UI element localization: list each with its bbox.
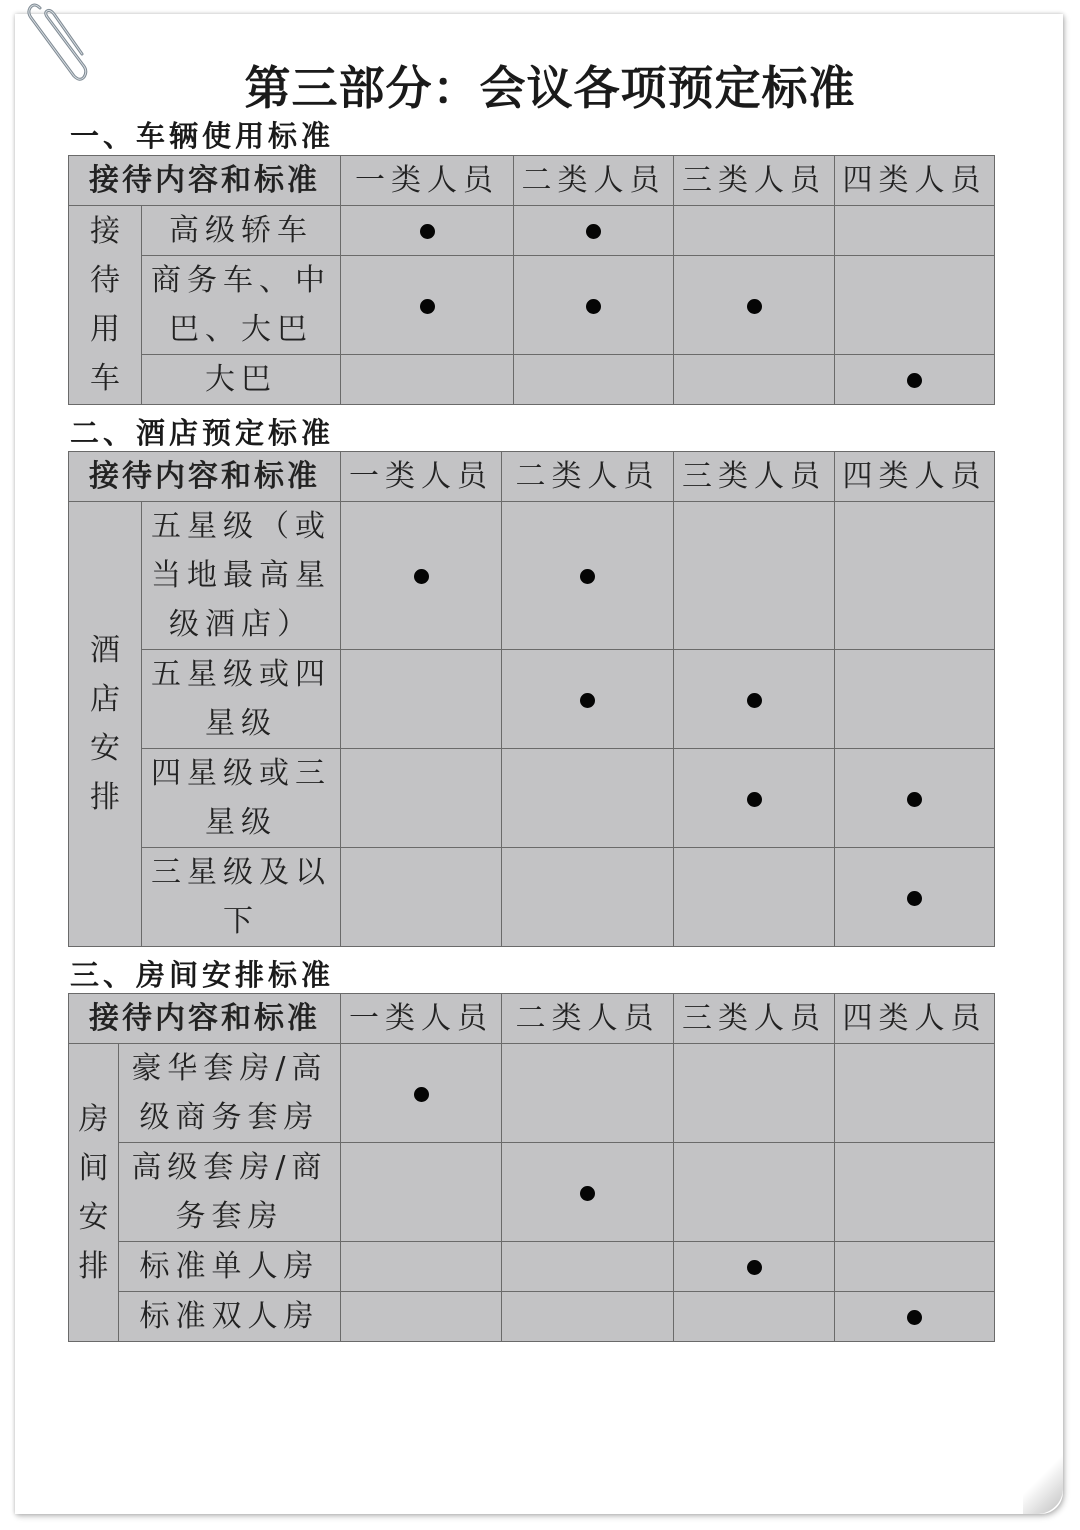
mark-cell <box>674 502 835 650</box>
section-heading-hotels: 二、酒店预定标准 <box>70 416 335 450</box>
mark-cell <box>674 1242 835 1292</box>
mark-cell <box>674 206 835 256</box>
item-line: 标准单人房 <box>139 1249 320 1284</box>
mark-cell <box>341 1242 502 1292</box>
mark-cell <box>341 256 514 355</box>
mark-cell <box>835 1292 995 1342</box>
item-label <box>142 256 341 355</box>
mark-cell <box>835 256 995 355</box>
table-row <box>69 355 995 405</box>
page-title: 第三部分：会议各项预定标准 <box>244 61 856 115</box>
mark-cell <box>502 650 674 749</box>
group-label-char: 车 <box>90 361 120 396</box>
filled-dot-icon <box>907 792 922 807</box>
filled-dot-icon <box>586 299 601 314</box>
mark-cell <box>514 206 674 256</box>
item-label <box>142 355 341 405</box>
item-label <box>119 1044 341 1143</box>
header-class-1: 一类人员 <box>341 156 514 206</box>
table-row <box>69 749 995 848</box>
group-label-char: 安 <box>78 1199 109 1235</box>
mark-cell <box>835 1143 995 1242</box>
table-row <box>69 206 995 256</box>
item-label <box>142 848 341 947</box>
group-label-char: 排 <box>90 780 120 815</box>
mark-cell <box>502 1044 674 1143</box>
item-label <box>119 1143 341 1242</box>
mark-cell <box>514 256 674 355</box>
mark-cell <box>674 1292 835 1342</box>
filled-dot-icon <box>747 693 762 708</box>
mark-cell <box>502 1242 674 1292</box>
filled-dot-icon <box>586 224 601 239</box>
mark-cell <box>835 749 995 848</box>
item-label <box>142 206 341 256</box>
mark-cell <box>674 256 835 355</box>
header-class-2: 二类人员 <box>514 156 674 206</box>
item-label <box>142 502 341 650</box>
mark-cell <box>674 848 835 947</box>
group-label-char: 酒 <box>90 633 120 668</box>
table-row <box>69 848 995 947</box>
mark-cell <box>341 749 502 848</box>
table-row <box>69 1242 995 1292</box>
mark-cell <box>835 206 995 256</box>
group-label-char: 用 <box>90 312 120 347</box>
mark-cell <box>835 650 995 749</box>
item-line: 下 <box>223 904 259 939</box>
filled-dot-icon <box>580 569 595 584</box>
mark-cell <box>835 848 995 947</box>
header-reception-standards: 接待内容和标准 <box>69 156 341 206</box>
group-label-char: 排 <box>78 1248 109 1284</box>
mark-cell <box>341 1044 502 1143</box>
mark-cell <box>835 502 995 650</box>
item-line: 级商务套房 <box>139 1100 320 1135</box>
table-header-row <box>69 156 995 206</box>
table-row <box>69 1143 995 1242</box>
item-line: 星级 <box>205 805 277 840</box>
filled-dot-icon <box>414 569 429 584</box>
mark-cell <box>835 355 995 405</box>
group-label-char: 间 <box>78 1150 109 1186</box>
item-label <box>142 749 341 848</box>
vehicle-standards-table <box>68 155 995 405</box>
hotel-standards-table <box>68 451 995 947</box>
table-row <box>69 256 995 355</box>
mark-cell <box>674 355 835 405</box>
item-line: 豪华套房/高 <box>131 1051 328 1086</box>
header-class-2: 二类人员 <box>502 994 674 1044</box>
filled-dot-icon <box>747 299 762 314</box>
group-label-hotel <box>69 502 142 947</box>
table-header-row <box>69 452 995 502</box>
section-heading-rooms: 三、房间安排标准 <box>70 958 335 992</box>
mark-cell <box>341 650 502 749</box>
header-class-1: 一类人员 <box>341 994 502 1044</box>
mark-cell <box>502 749 674 848</box>
item-line: 巴、大巴 <box>169 312 313 347</box>
header-reception-standards: 接待内容和标准 <box>69 452 341 502</box>
item-line: 当地最高星 <box>151 558 331 593</box>
filled-dot-icon <box>907 891 922 906</box>
group-label-room <box>69 1044 119 1342</box>
mark-cell <box>674 650 835 749</box>
filled-dot-icon <box>907 1310 922 1325</box>
filled-dot-icon <box>420 299 435 314</box>
room-standards-table <box>68 993 995 1342</box>
mark-cell <box>341 848 502 947</box>
item-line: 务套房 <box>175 1199 284 1234</box>
filled-dot-icon <box>420 224 435 239</box>
item-label <box>119 1292 341 1342</box>
mark-cell <box>502 502 674 650</box>
group-label-char: 安 <box>90 731 120 766</box>
table-row <box>69 1044 995 1143</box>
mark-cell <box>674 749 835 848</box>
mark-cell <box>341 502 502 650</box>
header-class-2: 二类人员 <box>502 452 674 502</box>
header-class-3: 三类人员 <box>674 156 835 206</box>
filled-dot-icon <box>580 1186 595 1201</box>
group-label-char: 房 <box>78 1101 109 1137</box>
group-label-char: 店 <box>90 682 120 717</box>
header-reception-standards: 接待内容和标准 <box>69 994 341 1044</box>
mark-cell <box>502 848 674 947</box>
item-line: 高级套房/商 <box>131 1150 328 1185</box>
header-class-1: 一类人员 <box>341 452 502 502</box>
mark-cell <box>341 355 514 405</box>
item-line: 大巴 <box>205 362 277 397</box>
mark-cell <box>674 1044 835 1143</box>
item-line: 星级 <box>205 706 277 741</box>
item-label <box>142 650 341 749</box>
header-class-4: 四类人员 <box>835 156 995 206</box>
item-line: 高级轿车 <box>169 213 313 248</box>
table-row <box>69 650 995 749</box>
section-heading-vehicles: 一、车辆使用标准 <box>70 119 335 153</box>
table-row <box>69 502 995 650</box>
item-line: 标准双人房 <box>139 1299 320 1334</box>
header-class-3: 三类人员 <box>674 994 835 1044</box>
filled-dot-icon <box>747 792 762 807</box>
item-line: 商务车、中 <box>151 263 331 298</box>
item-label <box>119 1242 341 1292</box>
mark-cell <box>341 1143 502 1242</box>
filled-dot-icon <box>414 1087 429 1102</box>
filled-dot-icon <box>747 1260 762 1275</box>
table-row <box>69 1292 995 1342</box>
mark-cell <box>835 1044 995 1143</box>
header-class-3: 三类人员 <box>674 452 835 502</box>
item-line: 五星级或四 <box>151 657 331 692</box>
group-label-vehicle <box>69 206 142 405</box>
mark-cell <box>674 1143 835 1242</box>
group-label-char: 待 <box>90 263 120 298</box>
mark-cell <box>502 1143 674 1242</box>
filled-dot-icon <box>580 693 595 708</box>
header-class-4: 四类人员 <box>835 994 995 1044</box>
mark-cell <box>514 355 674 405</box>
mark-cell <box>835 1242 995 1292</box>
header-class-4: 四类人员 <box>835 452 995 502</box>
table-header-row <box>69 994 995 1044</box>
mark-cell <box>341 1292 502 1342</box>
item-line: 三星级及以 <box>151 855 331 890</box>
item-line: 级酒店） <box>169 607 313 642</box>
group-label-char: 接 <box>90 214 120 249</box>
mark-cell <box>341 206 514 256</box>
mark-cell <box>502 1292 674 1342</box>
item-line: 四星级或三 <box>151 756 331 791</box>
filled-dot-icon <box>907 373 922 388</box>
item-line: 五星级（或 <box>151 509 331 544</box>
